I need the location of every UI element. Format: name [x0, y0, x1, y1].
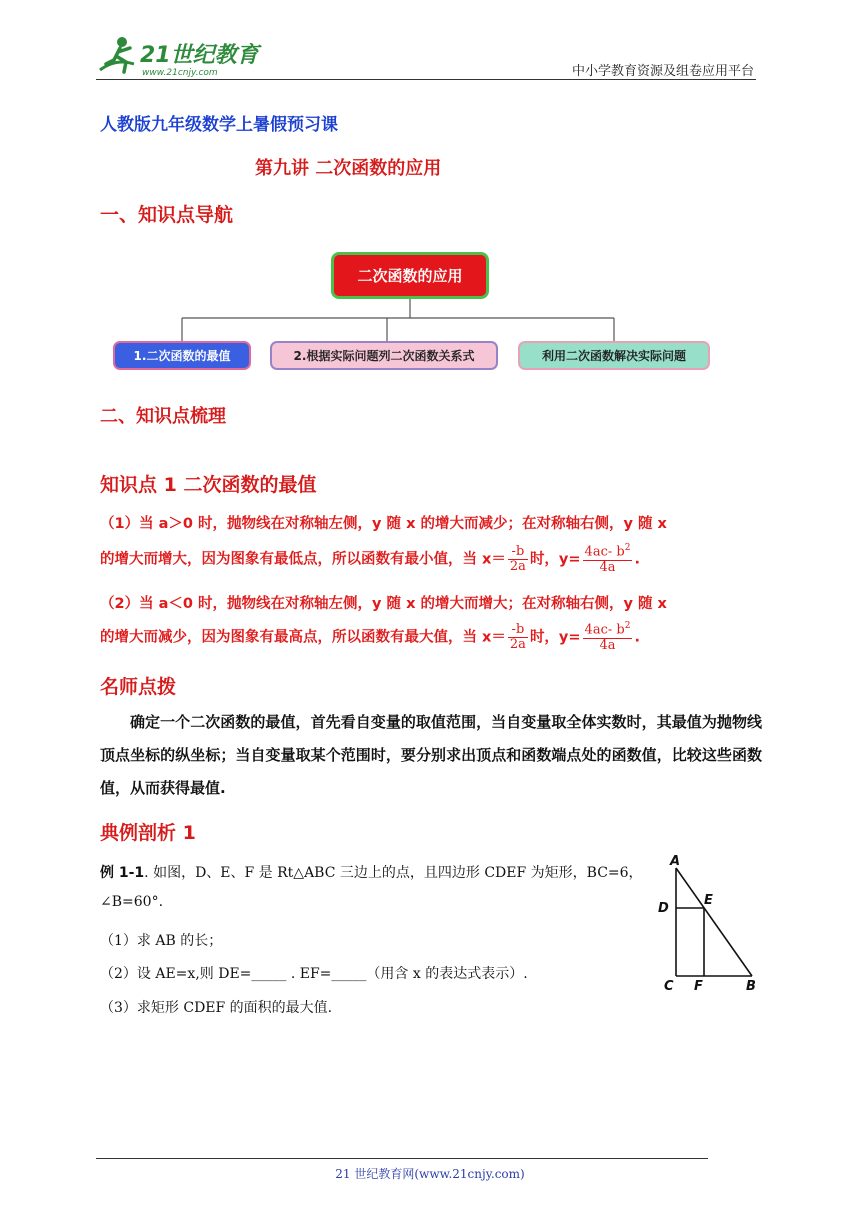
section-title-navigation: 一、知识点导航: [100, 204, 234, 226]
example-label: 例 1-1: [100, 865, 145, 881]
example-line-1: 例 1-1. 如图，D、E、F 是 Rt△ABC 三边上的点，且四边形 CDEF 为矩形，BC=6，: [100, 865, 643, 881]
footer-text: 21 世纪教育网(www.21cnjy.com): [335, 1167, 525, 1181]
example-question-1: （1）求 AB 的长；: [100, 933, 223, 949]
kp-line-1: （1）当 a＞0 时，抛物线在对称轴左侧，y 随 x 的增大而减少；在对称轴右侧，y 随 x: [100, 516, 667, 532]
logo-main-text: 21世纪教育: [140, 43, 259, 68]
mindmap-branch-1: 1.二次函数的最值: [113, 341, 251, 370]
mindmap-branch-3: 利用二次函数解决实际问题: [518, 341, 710, 370]
kp-line-4: 的增大而减少，因为图象有最高点，所以函数有最大值，当 x＝ $\frac{-b}{2a}$ 时，y= $\frac{4ac- b^2}{4a}$ .: [100, 621, 640, 653]
kp-line-4-text: 的增大而减少，因为图象有最高点，所以函数有最大值，当 x＝: [100, 629, 506, 646]
fraction-y-2: $\frac{4ac- b^2}{4a}$: [584, 621, 631, 653]
mindmap-root: 二次函数的应用: [331, 252, 489, 299]
fraction-x-2: $\frac{-b}{2a}$: [509, 621, 526, 652]
kp-line-2-text: 的增大而增大，因为图象有最低点，所以函数有最小值，当 x＝: [100, 551, 506, 568]
fraction-x: $\frac{-b}{2a}$: [509, 543, 526, 574]
section-title-summary: 二、知识点梳理: [100, 406, 226, 427]
label-A: A: [670, 854, 681, 869]
kp-line-2: 的增大而增大，因为图象有最低点，所以函数有最小值，当 x＝ $\frac{-b}{2a}$ 时，y= $\frac{4ac- b^2}{4a}$ .: [100, 543, 640, 575]
kp-line-4-mid: 时，y=: [529, 629, 581, 646]
teacher-tip-title: 名师点拨: [100, 676, 177, 698]
label-C: C: [664, 979, 674, 994]
label-B: B: [746, 979, 756, 994]
label-D: D: [658, 901, 669, 916]
example-question-2: （2）设 AE=x,则 DE=_____ . EF=_____（用含 x 的表达式表示）.: [100, 966, 528, 982]
example-line-2: ∠B=60°.: [100, 894, 164, 910]
footer-divider: [96, 1158, 708, 1159]
geometry-figure: [650, 850, 770, 995]
label-F: F: [694, 979, 703, 994]
mindmap-branch-2: 2.根据实际问题列二次函数关系式: [270, 341, 498, 370]
kp-line-2-mid: 时，y=: [529, 551, 581, 568]
teacher-tip-body: 确定一个二次函数的最值，首先看自变量的取值范围，当自变量取全体实数时，其最值为抛物线顶点坐标的纵坐标；当自变量取某个范围时，要分别求出顶点和函数端点处的函数值，比较这些函数值，从而获得最值.: [100, 713, 762, 797]
document-title: 人教版九年级数学上暑假预习课: [100, 115, 338, 135]
example-title: 典例剖析 1: [100, 822, 196, 844]
fraction-y: $\frac{4ac- b^2}{4a}$: [584, 543, 631, 575]
label-E: E: [704, 893, 713, 908]
logo-sub-text: www.21cnjy.com: [142, 68, 218, 78]
lesson-title: 第九讲 二次函数的应用: [255, 158, 442, 179]
kp-line-3: （2）当 a＜0 时，抛物线在对称轴左侧，y 随 x 的增大而增大；在对称轴右侧，y 随 x: [100, 596, 667, 612]
mindmap-connectors: [0, 0, 860, 400]
example-question-3: （3）求矩形 CDEF 的面积的最大值.: [100, 1000, 333, 1016]
knowledge-point-title: 知识点 1 二次函数的最值: [100, 474, 317, 496]
header-platform-text: 中小学教育资源及组卷应用平台: [571, 64, 754, 79]
